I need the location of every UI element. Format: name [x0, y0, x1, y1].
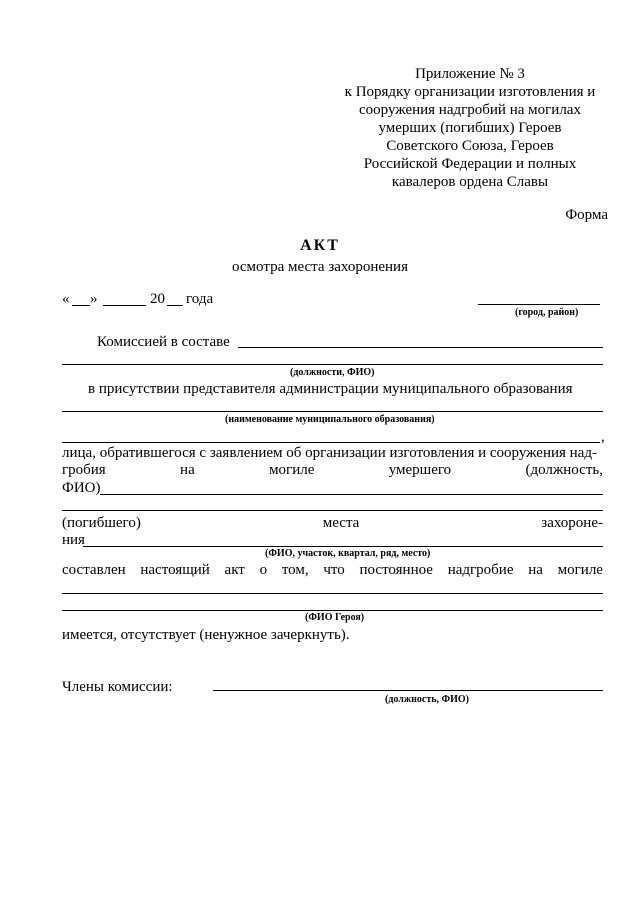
quote-open: « — [62, 291, 70, 307]
word: (погибшего) — [62, 515, 141, 531]
year-blank[interactable] — [167, 305, 183, 306]
applicant-blank[interactable] — [62, 442, 600, 443]
commission-blank-2[interactable] — [62, 364, 603, 365]
burial-text — [62, 514, 603, 532]
word: о — [259, 562, 268, 578]
appendix-line: сооружения надгробий на могилах — [359, 102, 581, 118]
hero-blank-2[interactable] — [62, 610, 603, 611]
burial-place-blank[interactable] — [83, 546, 603, 547]
applicant-text-3: ФИО) — [62, 480, 101, 496]
word: на — [180, 462, 195, 478]
hero-blank[interactable] — [62, 593, 603, 594]
status-text: имеется, отсутствует (ненужное зачеркнуть). — [62, 627, 350, 643]
appendix-line: умерших (погибших) Героев — [378, 120, 562, 136]
members-label: Члены комиссии: — [62, 679, 173, 695]
municipality-blank[interactable] — [62, 411, 603, 412]
presence-text: в присутствии представителя администрации муниципального образования — [88, 381, 573, 397]
word: настоящий — [140, 562, 210, 578]
composed-text — [62, 561, 603, 579]
word: умершего — [388, 462, 452, 478]
word: акт — [224, 562, 245, 578]
document-subtitle: осмотра места захоронения — [232, 259, 408, 275]
word: надгробие — [447, 562, 514, 578]
appendix-number: Приложение № 3 — [415, 66, 525, 82]
commission-blank[interactable] — [238, 347, 603, 348]
word: захороне- — [541, 515, 603, 531]
day-blank[interactable] — [72, 305, 90, 306]
member-caption: (должность, ФИО) — [385, 694, 469, 705]
members-blank[interactable] — [213, 690, 603, 691]
word: могиле — [269, 462, 315, 478]
fio-place-caption: (ФИО, участок, квартал, ряд, место) — [265, 548, 431, 559]
appendix-line: Советского Союза, Героев — [386, 138, 554, 154]
burial-text-end: ния — [62, 532, 85, 548]
word: места — [322, 515, 360, 531]
municipality-caption: (наименование муниципального образования) — [225, 414, 435, 425]
year-label: года — [186, 291, 214, 307]
word: гробия — [62, 462, 106, 478]
word: что — [323, 562, 345, 578]
city-blank[interactable] — [478, 304, 600, 305]
word: (должность, — [525, 462, 603, 478]
hero-caption: (ФИО Героя) — [305, 612, 365, 623]
year-prefix: 20 — [150, 291, 165, 307]
deceased-blank[interactable] — [100, 494, 603, 495]
deceased-blank-2[interactable] — [62, 510, 603, 511]
quote-close: » — [90, 291, 98, 307]
commission-label: Комиссией в составе — [97, 334, 230, 350]
word: могиле — [557, 562, 603, 578]
document-title: АКТ — [300, 237, 340, 254]
word: постоянное — [359, 562, 433, 578]
appendix-line: Российской Федерации и полных — [363, 156, 577, 172]
form-label: Форма — [565, 207, 608, 223]
position-caption: (должности, ФИО) — [290, 367, 375, 378]
city-caption: (город, район) — [515, 307, 579, 318]
word: том, — [281, 562, 309, 578]
comma: , — [601, 429, 605, 445]
word: составлен — [62, 562, 126, 578]
appendix-line: кавалеров ордена Славы — [391, 174, 549, 190]
appendix-line: к Порядку организации изготовления и — [344, 84, 596, 100]
word: на — [528, 562, 543, 578]
applicant-text-1: лица, обратившегося с заявлением об организации изготовления и сооружения над- — [62, 445, 597, 461]
month-blank[interactable] — [103, 305, 146, 306]
applicant-text-2 — [62, 461, 603, 479]
